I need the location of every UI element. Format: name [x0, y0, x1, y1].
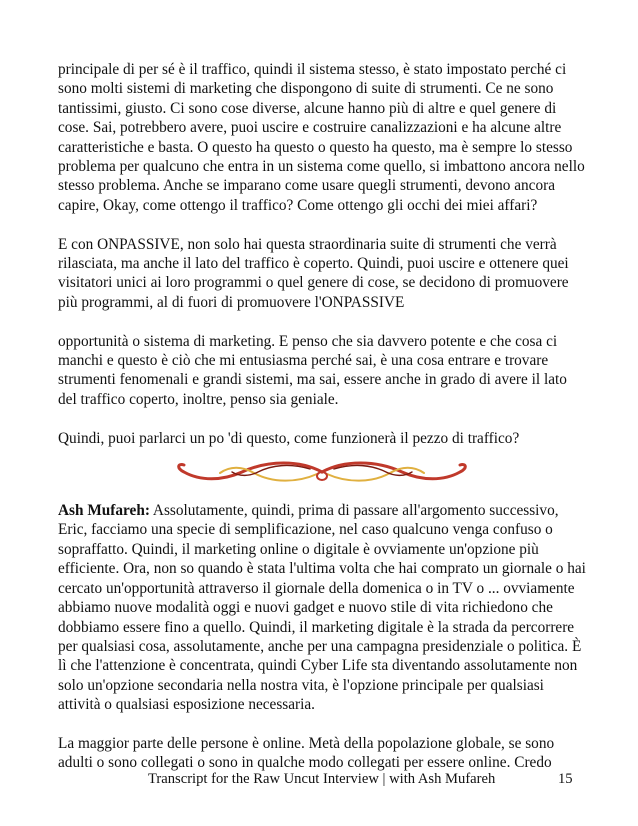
paragraph-3: opportunità o sistema di marketing. E penso che sia davvero potente e che cosa ci manchi e questo è ciò che mi entusiasma perché sai, è una cosa entrare e trovare strumenti fenomenali e grandi sistemi, ma sai, essere anche in grado di avere il lato del traffico coperto, inoltre, penso sia geniale. [58, 332, 567, 408]
paragraph-6: La maggior parte delle persone è online. Metà della popolazione globale, se sono adulti o sono collegati o sono in qualche modo collegati per essere online. Credo [58, 734, 555, 772]
speaker-text: Assolutamente, quindi, prima di passare all'argomento successivo, Eric, facciamo una specie di semplificazione, nel caso qualcuno venga confuso o sopraffatto. Quindi, il marketing online o digitale è ovviamente un'opzione più efficiente. Ora, non so quando è stata l'ultima volta che hai comprato un giornale o hai cercato un'opportunità attraverso il giornale della domenica o in TV o ... ovviamente abbiamo nuove modalità oggi e nuovi gadget e nuovo stile di vita richiedono che dobbiamo essere fino a quello. Quindi, il marketing digitale è la strada da percorrere per qualsiasi cosa, assolutamente, anche per una campagna presidenziale o politica. È lì che l'attenzione è concentrata, quindi Cyber Life sta diventando assolutamente non solo un'opzione secondaria nella nostra vita, è l'opzione principale per qualsiasi attività o qualsiasi esposizione necessaria. [58, 502, 586, 714]
decorative-scroll-divider-icon [172, 459, 472, 485]
paragraph-1: principale di per sé è il traffico, quindi il sistema stesso, è stato impostato perché ci sono molti sistemi di marketing che dispongono di suite di strumenti. Ce ne sono tantissimi, giusto. Ci sono cose diverse, alcune hanno più di altre e quel genere di cose. Sai, potrebbero avere, puoi uscire e costruire canalizzazioni e ha alcune altre caratteristiche e basta. O questo ha questo o questo ha questo, ma è sempre lo stesso problema per qualcuno che entra in un sistema come quello, si imbattono ancora nello stesso problema. Anche se imparano come usare quegli strumenti, devono ancora capire, Okay, come ottengo il traffico? Come ottengo gli occhi dei miei affari? [58, 61, 585, 214]
paragraph-gap [58, 312, 586, 331]
footer-title: Transcript for the Raw Uncut Interview | with Ash Mufareh [148, 771, 496, 787]
paragraph-gap [58, 715, 586, 734]
paragraph-gap [58, 409, 586, 428]
paragraph-2: E con ONPASSIVE, non solo hai questa straordinaria suite di strumenti che verrà rilasciata, ma anche il lato del traffico è coperto. Quindi, puoi uscire e ottenere quei visitatori unici ai loro programmi o quel genere di cose, se decidono di promuovere più programmi, al di fuori di promuovere l'ONPASSIVE [58, 235, 569, 311]
paragraph-4: Quindi, puoi parlarci un po 'di questo, come funzionerà il pezzo di traffico? [58, 429, 520, 447]
paragraph-gap [58, 215, 586, 234]
speaker-name: Ash Mufareh: [58, 502, 150, 520]
page-footer [0, 771, 638, 791]
document-page [58, 60, 586, 773]
paragraph-5 [58, 501, 586, 714]
page-number: 15 [558, 771, 573, 787]
